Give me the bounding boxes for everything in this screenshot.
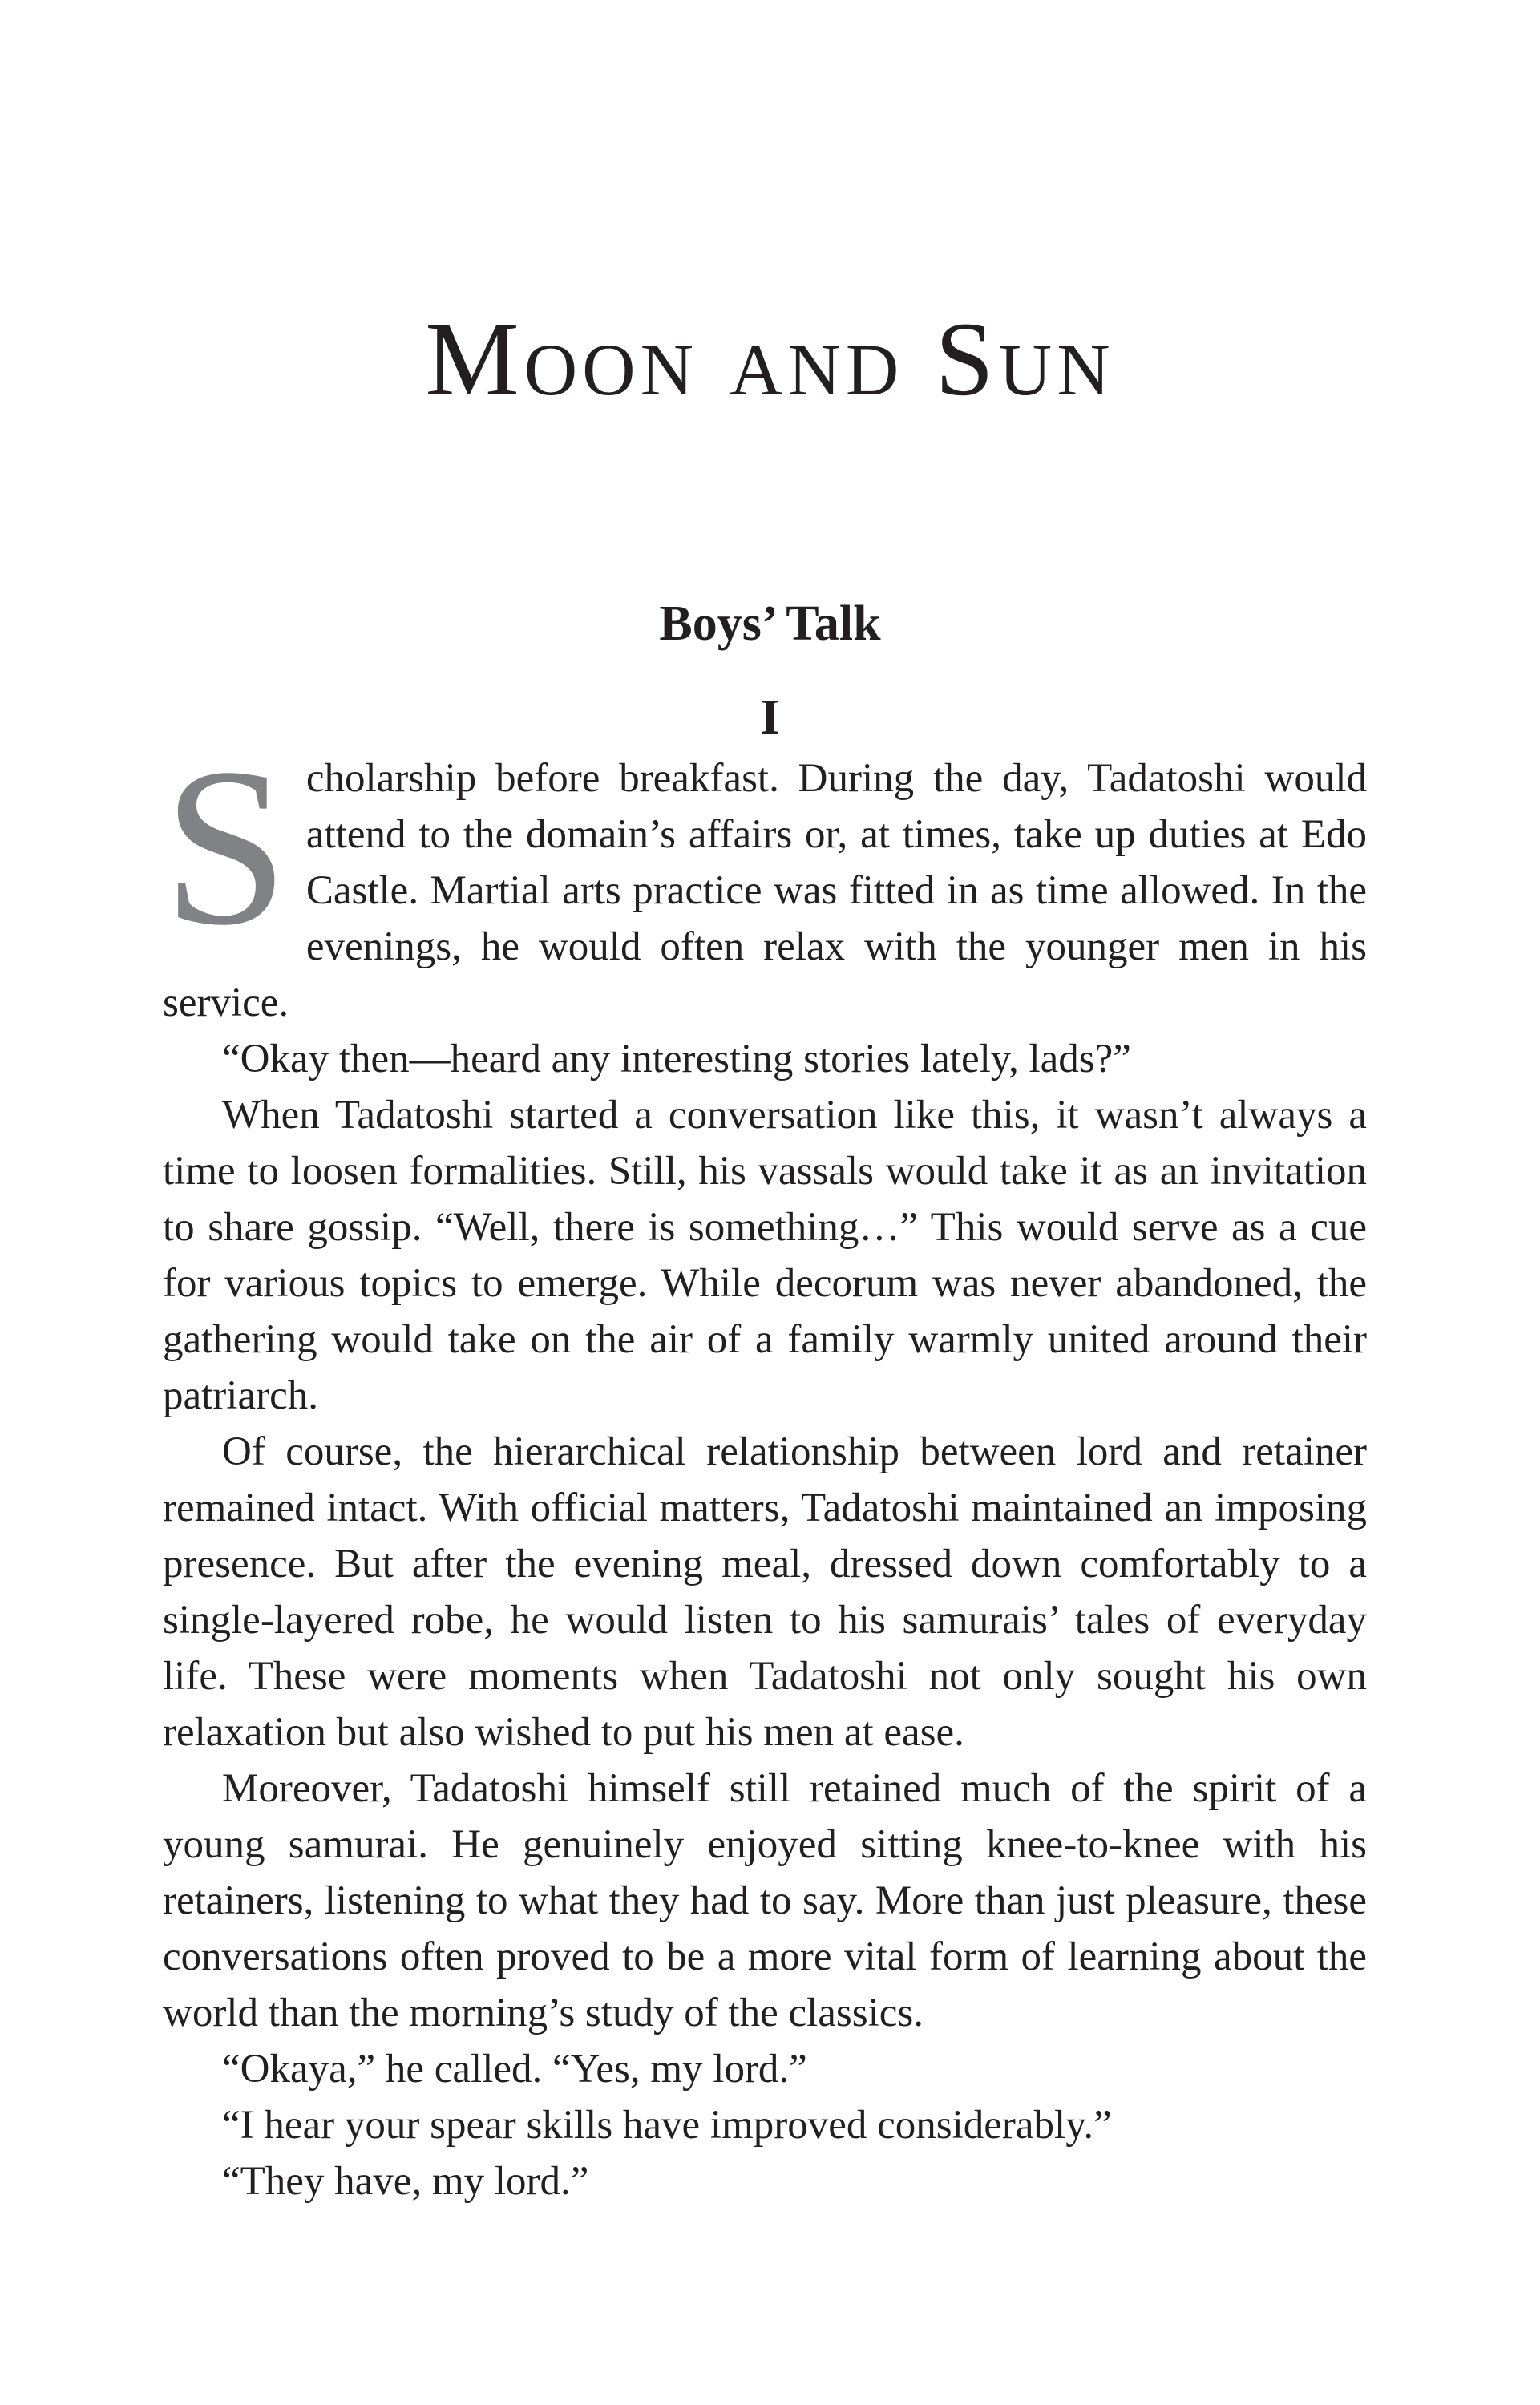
paragraph-8: “They have, my lord.”: [222, 2159, 589, 2204]
paragraph-5: Moreover, Tadatoshi himself still retained much of the spirit of a young samurai. He genuinely enjoyed sitting knee-to-knee with his retainers, listening to what they had to say. More than just pleasure, these conversations often proved to be a more vital form of learning about the world than the morning’s study of the classics.: [163, 1766, 1367, 2035]
paragraph-1-text: cholarship before breakfast. During the day, Tadatoshi would attend to the domain’s affairs or, at times, take up duties at Edo Castle. Martial arts practice was fitted in as time allowed. In the evenings, he would often relax with the younger men in his service.: [163, 756, 1367, 1025]
paragraph-3: When Tadatoshi started a conversation like this, it wasn’t always a time to loosen formalities. Still, his vassals would take it as an invitation to share gossip. “Well, there is something…” This would serve as a cue for various topics to emerge. While decorum was never abandoned, the gathering would take on the air of a family warmly united around their patriarch.: [163, 1093, 1367, 1418]
body-text: [163, 722, 1367, 2209]
chapter-title: Moon and Sun: [425, 300, 1115, 418]
paragraph-7: “I hear your spear skills have improved considerably.”: [222, 2103, 1112, 2148]
paragraph-4: Of course, the hierarchical relationship between lord and retainer remained intact. With official matters, Tadatoshi maintained an imposing presence. But after the evening meal, dressed down comfortably to a single-layered robe, he would listen to his samurais’ tales of everyday life. These were moments when Tadatoshi not only sought his own relaxation but also wished to put his men at ease.: [163, 1429, 1367, 1755]
drop-cap: S: [163, 722, 289, 972]
paragraph-6: “Okaya,” he called. “Yes, my lord.”: [222, 2047, 807, 2092]
paragraph-2: “Okay then—heard any interesting stories lately, lads?”: [222, 1037, 1131, 1081]
section-number: I: [760, 690, 780, 745]
paragraph-1: [163, 722, 1367, 1031]
section-title: Boys’ Talk: [659, 596, 881, 651]
